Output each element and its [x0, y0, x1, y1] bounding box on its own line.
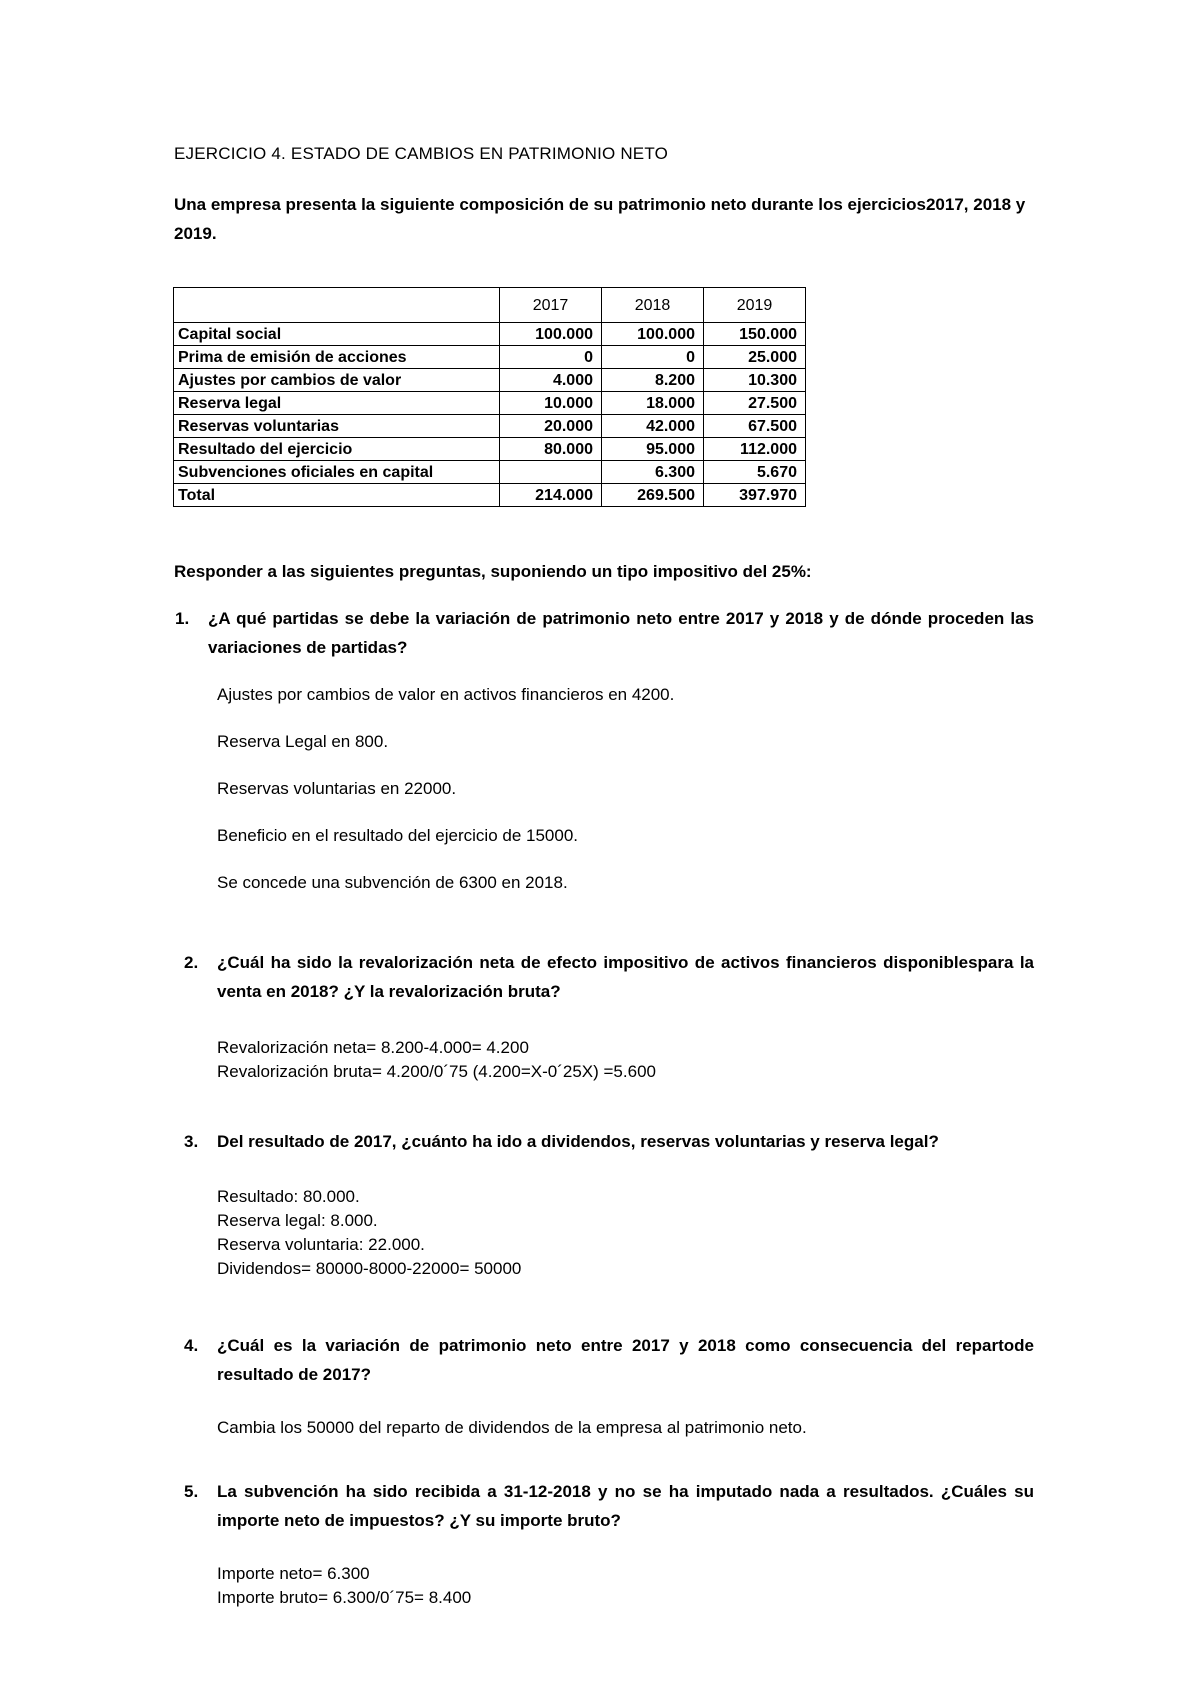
answer-2	[217, 1036, 656, 1084]
table-cell-concept: Reservas voluntarias	[174, 415, 500, 438]
table-cell-value: 80.000	[500, 438, 602, 461]
answer-1	[217, 683, 674, 918]
answer-3	[217, 1185, 521, 1281]
answer-line: Reserva voluntaria: 22.000.	[217, 1235, 425, 1254]
question-number: 5.	[184, 1482, 199, 1501]
table-cell-value: 150.000	[704, 323, 806, 346]
table-cell-value: 4.000	[500, 369, 602, 392]
table-cell-value	[500, 461, 602, 484]
table-cell-value: 8.200	[602, 369, 704, 392]
table-cell-concept: Ajustes por cambios de valor	[174, 369, 500, 392]
table-cell-concept: Prima de emisión de acciones	[174, 346, 500, 369]
table-cell-value: 42.000	[602, 415, 704, 438]
table-cell-value: 20.000	[500, 415, 602, 438]
table-cell-concept: Total	[174, 484, 500, 507]
table-cell-value: 100.000	[500, 323, 602, 346]
table-row	[174, 346, 806, 369]
exercise-title: EJERCICIO 4. ESTADO DE CAMBIOS EN PATRIMONIO NETO	[174, 144, 669, 163]
question-text: ¿Cuál ha sido la revalorización neta de efecto impositivo de activos financieros disponiblespara la venta en 2018? ¿Y la revalorización bruta?	[217, 953, 1034, 1001]
table-header-row	[174, 288, 806, 323]
table-cell-value: 10.300	[704, 369, 806, 392]
table-cell-value: 100.000	[602, 323, 704, 346]
table-header-empty	[174, 288, 500, 323]
table-cell-value: 397.970	[704, 484, 806, 507]
table-row	[174, 415, 806, 438]
answer-line: Beneficio en el resultado del ejercicio de 15000.	[217, 826, 579, 845]
answer-line: Revalorización neta= 8.200-4.000= 4.200	[217, 1038, 529, 1057]
questions-prompt: Responder a las siguientes preguntas, suponiendo un tipo impositivo del 25%:	[174, 562, 812, 581]
table-row	[174, 323, 806, 346]
question-3	[184, 1127, 1034, 1156]
answer-line: Se concede una subvención de 6300 en 2018.	[217, 873, 568, 892]
table-cell-value: 5.670	[704, 461, 806, 484]
table-cell-concept: Subvenciones oficiales en capital	[174, 461, 500, 484]
table-cell-value: 0	[500, 346, 602, 369]
answer-line: Dividendos= 80000-8000-22000= 50000	[217, 1259, 522, 1278]
answer-line: Ajustes por cambios de valor en activos financieros en 4200.	[217, 685, 675, 704]
table-row	[174, 369, 806, 392]
question-2	[184, 948, 1034, 1006]
table-row	[174, 461, 806, 484]
table-cell-value: 27.500	[704, 392, 806, 415]
answer-line: Reservas voluntarias en 22000.	[217, 779, 457, 798]
table-cell-value: 67.500	[704, 415, 806, 438]
table-cell-concept: Resultado del ejercicio	[174, 438, 500, 461]
table-header-year: 2019	[704, 288, 806, 323]
question-5	[184, 1477, 1034, 1535]
equity-table	[173, 287, 806, 507]
table-cell-value: 0	[602, 346, 704, 369]
question-text: ¿Cuál es la variación de patrimonio neto entre 2017 y 2018 como consecuencia del repartode resultado de 2017?	[217, 1336, 1034, 1384]
table-cell-value: 112.000	[704, 438, 806, 461]
answer-line: Resultado: 80.000.	[217, 1187, 360, 1206]
answer-line: Importe neto= 6.300	[217, 1564, 370, 1583]
answer-5	[217, 1562, 471, 1610]
question-1	[175, 604, 1034, 662]
question-text: Del resultado de 2017, ¿cuánto ha ido a dividendos, reservas voluntarias y reserva legal?	[217, 1132, 939, 1151]
table-row-total	[174, 484, 806, 507]
table-cell-value: 18.000	[602, 392, 704, 415]
answer-line: Reserva legal: 8.000.	[217, 1211, 378, 1230]
answer-4	[217, 1416, 807, 1440]
table-cell-value: 25.000	[704, 346, 806, 369]
answer-line: Cambia los 50000 del reparto de dividendos de la empresa al patrimonio neto.	[217, 1418, 807, 1437]
table-cell-value: 269.500	[602, 484, 704, 507]
question-number: 3.	[184, 1132, 199, 1151]
table-cell-value: 10.000	[500, 392, 602, 415]
question-text: La subvención ha sido recibida a 31-12-2018 y no se ha imputado nada a resultados. ¿Cuáles su importe neto de impuestos? ¿Y su importe bruto?	[217, 1482, 1034, 1530]
table-header-year: 2018	[602, 288, 704, 323]
question-number: 4.	[184, 1336, 199, 1355]
answer-line: Importe bruto= 6.300/0´75= 8.400	[217, 1588, 472, 1607]
table-cell-value: 95.000	[602, 438, 704, 461]
question-number: 1.	[175, 609, 190, 628]
question-text: ¿A qué partidas se debe la variación de patrimonio neto entre 2017 y 2018 y de dónde proceden las variaciones de partidas?	[208, 609, 1034, 657]
table-cell-value: 214.000	[500, 484, 602, 507]
answer-line: Reserva Legal en 800.	[217, 732, 389, 751]
question-number: 2.	[184, 953, 199, 972]
question-4	[184, 1331, 1034, 1389]
table-row	[174, 438, 806, 461]
intro-paragraph: Una empresa presenta la siguiente composición de su patrimonio neto durante los ejercicios2017, 2018 y 2019.	[174, 195, 1026, 243]
table-row	[174, 392, 806, 415]
table-header-year: 2017	[500, 288, 602, 323]
table-cell-value: 6.300	[602, 461, 704, 484]
table-cell-concept: Capital social	[174, 323, 500, 346]
answer-line: Revalorización bruta= 4.200/0´75 (4.200=X-0´25X) =5.600	[217, 1062, 656, 1081]
table-cell-concept: Reserva legal	[174, 392, 500, 415]
